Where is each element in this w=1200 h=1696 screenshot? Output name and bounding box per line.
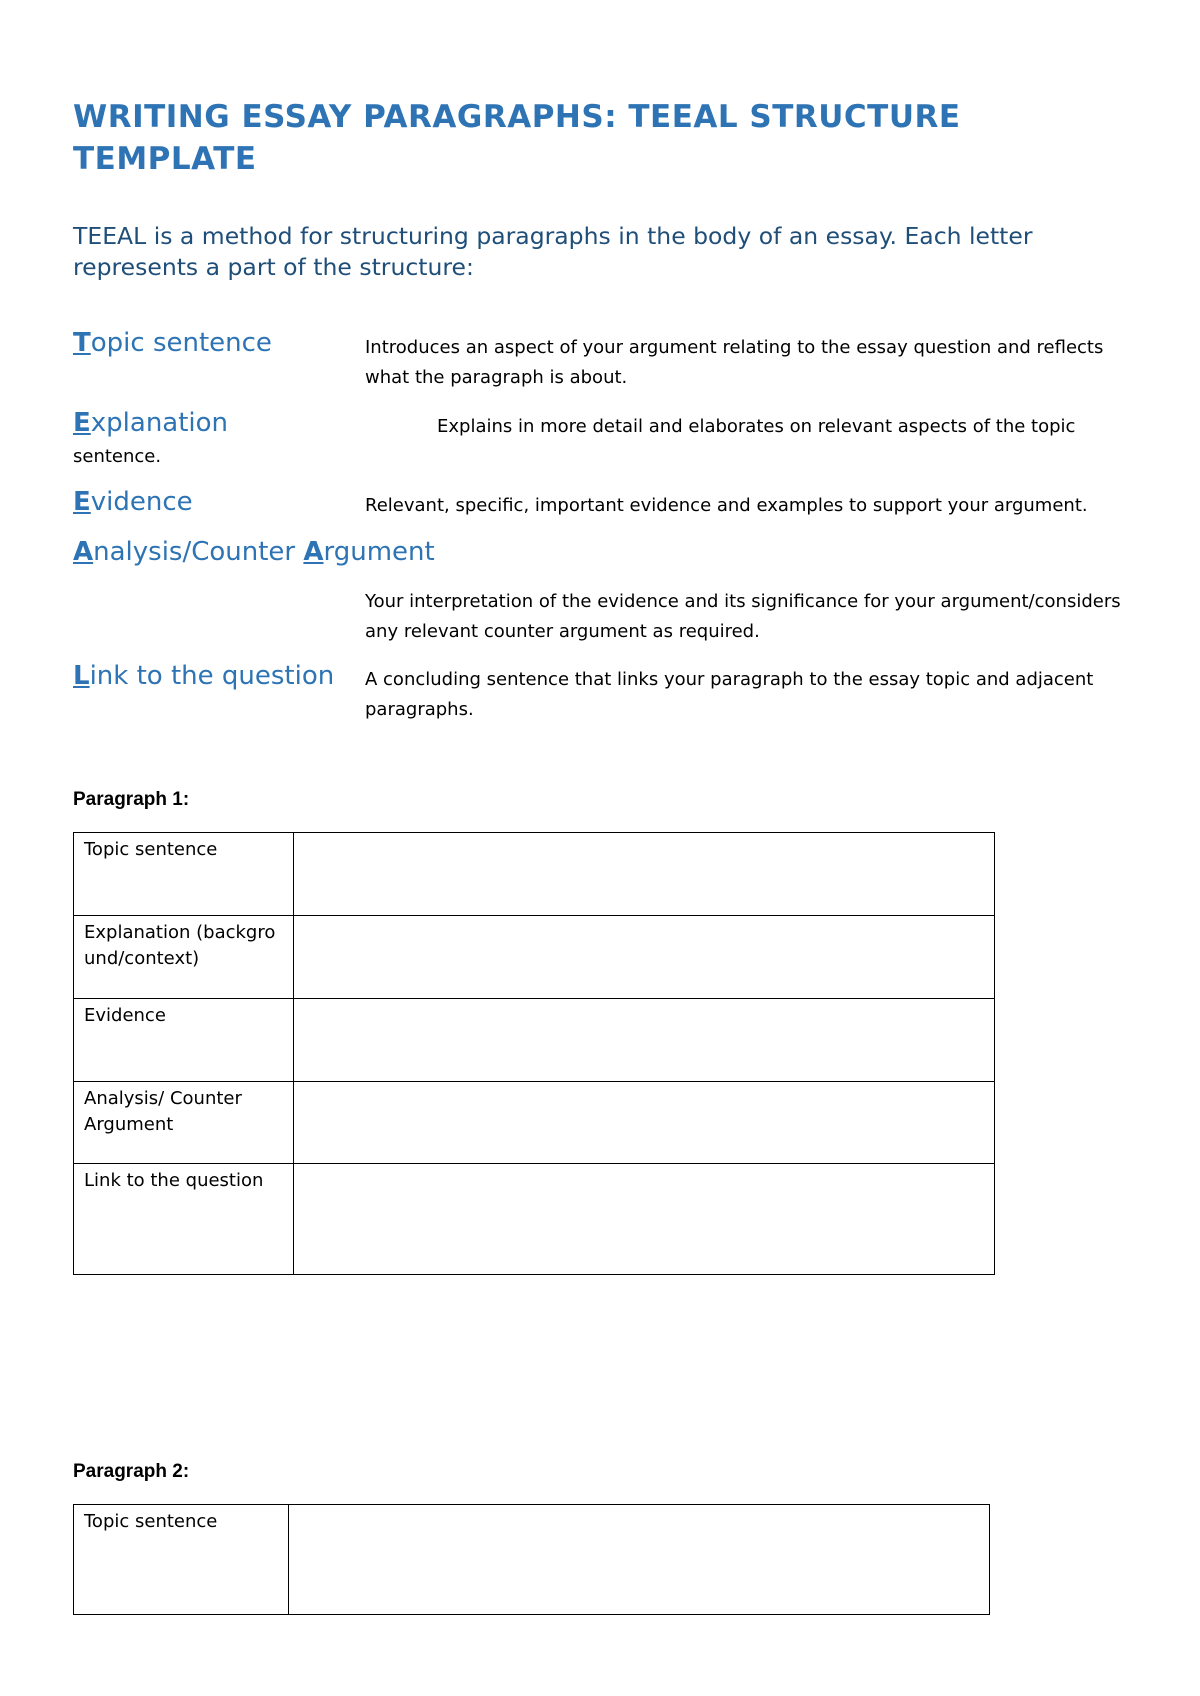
table-row (74, 1164, 995, 1275)
answer-cell[interactable] (294, 916, 995, 999)
term-explanation: Explanation (73, 408, 229, 438)
table-row (74, 833, 995, 916)
desc-link-line2: paragraphs. (365, 699, 474, 720)
table-row (74, 1082, 995, 1164)
term-evidence: Evidence (73, 487, 193, 517)
page-title: WRITING ESSAY PARAGRAPHS: TEEAL STRUCTURE TEMPLATE (73, 99, 961, 177)
answer-cell[interactable] (294, 999, 995, 1082)
row-label: Evidence (74, 999, 294, 1082)
desc-topic-sentence-line2: what the paragraph is about. (365, 367, 628, 388)
term-link-to-question: Link to the question (73, 661, 335, 691)
paragraph-2-label: Paragraph 2: (73, 1461, 190, 1482)
answer-cell[interactable] (294, 833, 995, 916)
table-row (74, 916, 995, 999)
answer-cell[interactable] (294, 1164, 995, 1275)
paragraph-1-label: Paragraph 1: (73, 789, 190, 810)
row-label: Link to the question (74, 1164, 294, 1275)
intro-paragraph: TEEAL is a method for structuring paragraphs in the body of an essay. Each letter represents a part of the structure: (73, 222, 1033, 281)
row-label: Explanation (background/context) (74, 916, 294, 999)
desc-topic-sentence-line1: Introduces an aspect of your argument relating to the essay question and reflects (365, 337, 1104, 358)
answer-cell[interactable] (289, 1505, 990, 1615)
answer-cell[interactable] (294, 1082, 995, 1164)
desc-explanation-line1: Explains in more detail and elaborates on relevant aspects of the topic (437, 416, 1076, 437)
table-row (74, 999, 995, 1082)
term-topic-sentence: Topic sentence (73, 328, 272, 358)
table-row (74, 1505, 990, 1615)
desc-explanation-line2: sentence. (73, 446, 162, 467)
desc-link-line1: A concluding sentence that links your paragraph to the essay topic and adjacent (365, 669, 1094, 690)
desc-analysis-line2: any relevant counter argument as required. (365, 621, 760, 642)
row-label: Analysis/ Counter Argument (74, 1082, 294, 1164)
desc-evidence-line1: Relevant, specific, important evidence and examples to support your argument. (365, 495, 1088, 516)
row-label: Topic sentence (74, 1505, 289, 1615)
paragraph-2-table (73, 1504, 990, 1615)
term-analysis-counter-argument: Analysis/Counter Argument (73, 537, 435, 567)
desc-analysis-line1: Your interpretation of the evidence and its significance for your argument/considers (365, 591, 1121, 612)
paragraph-1-table (73, 832, 995, 1275)
row-label: Topic sentence (74, 833, 294, 916)
